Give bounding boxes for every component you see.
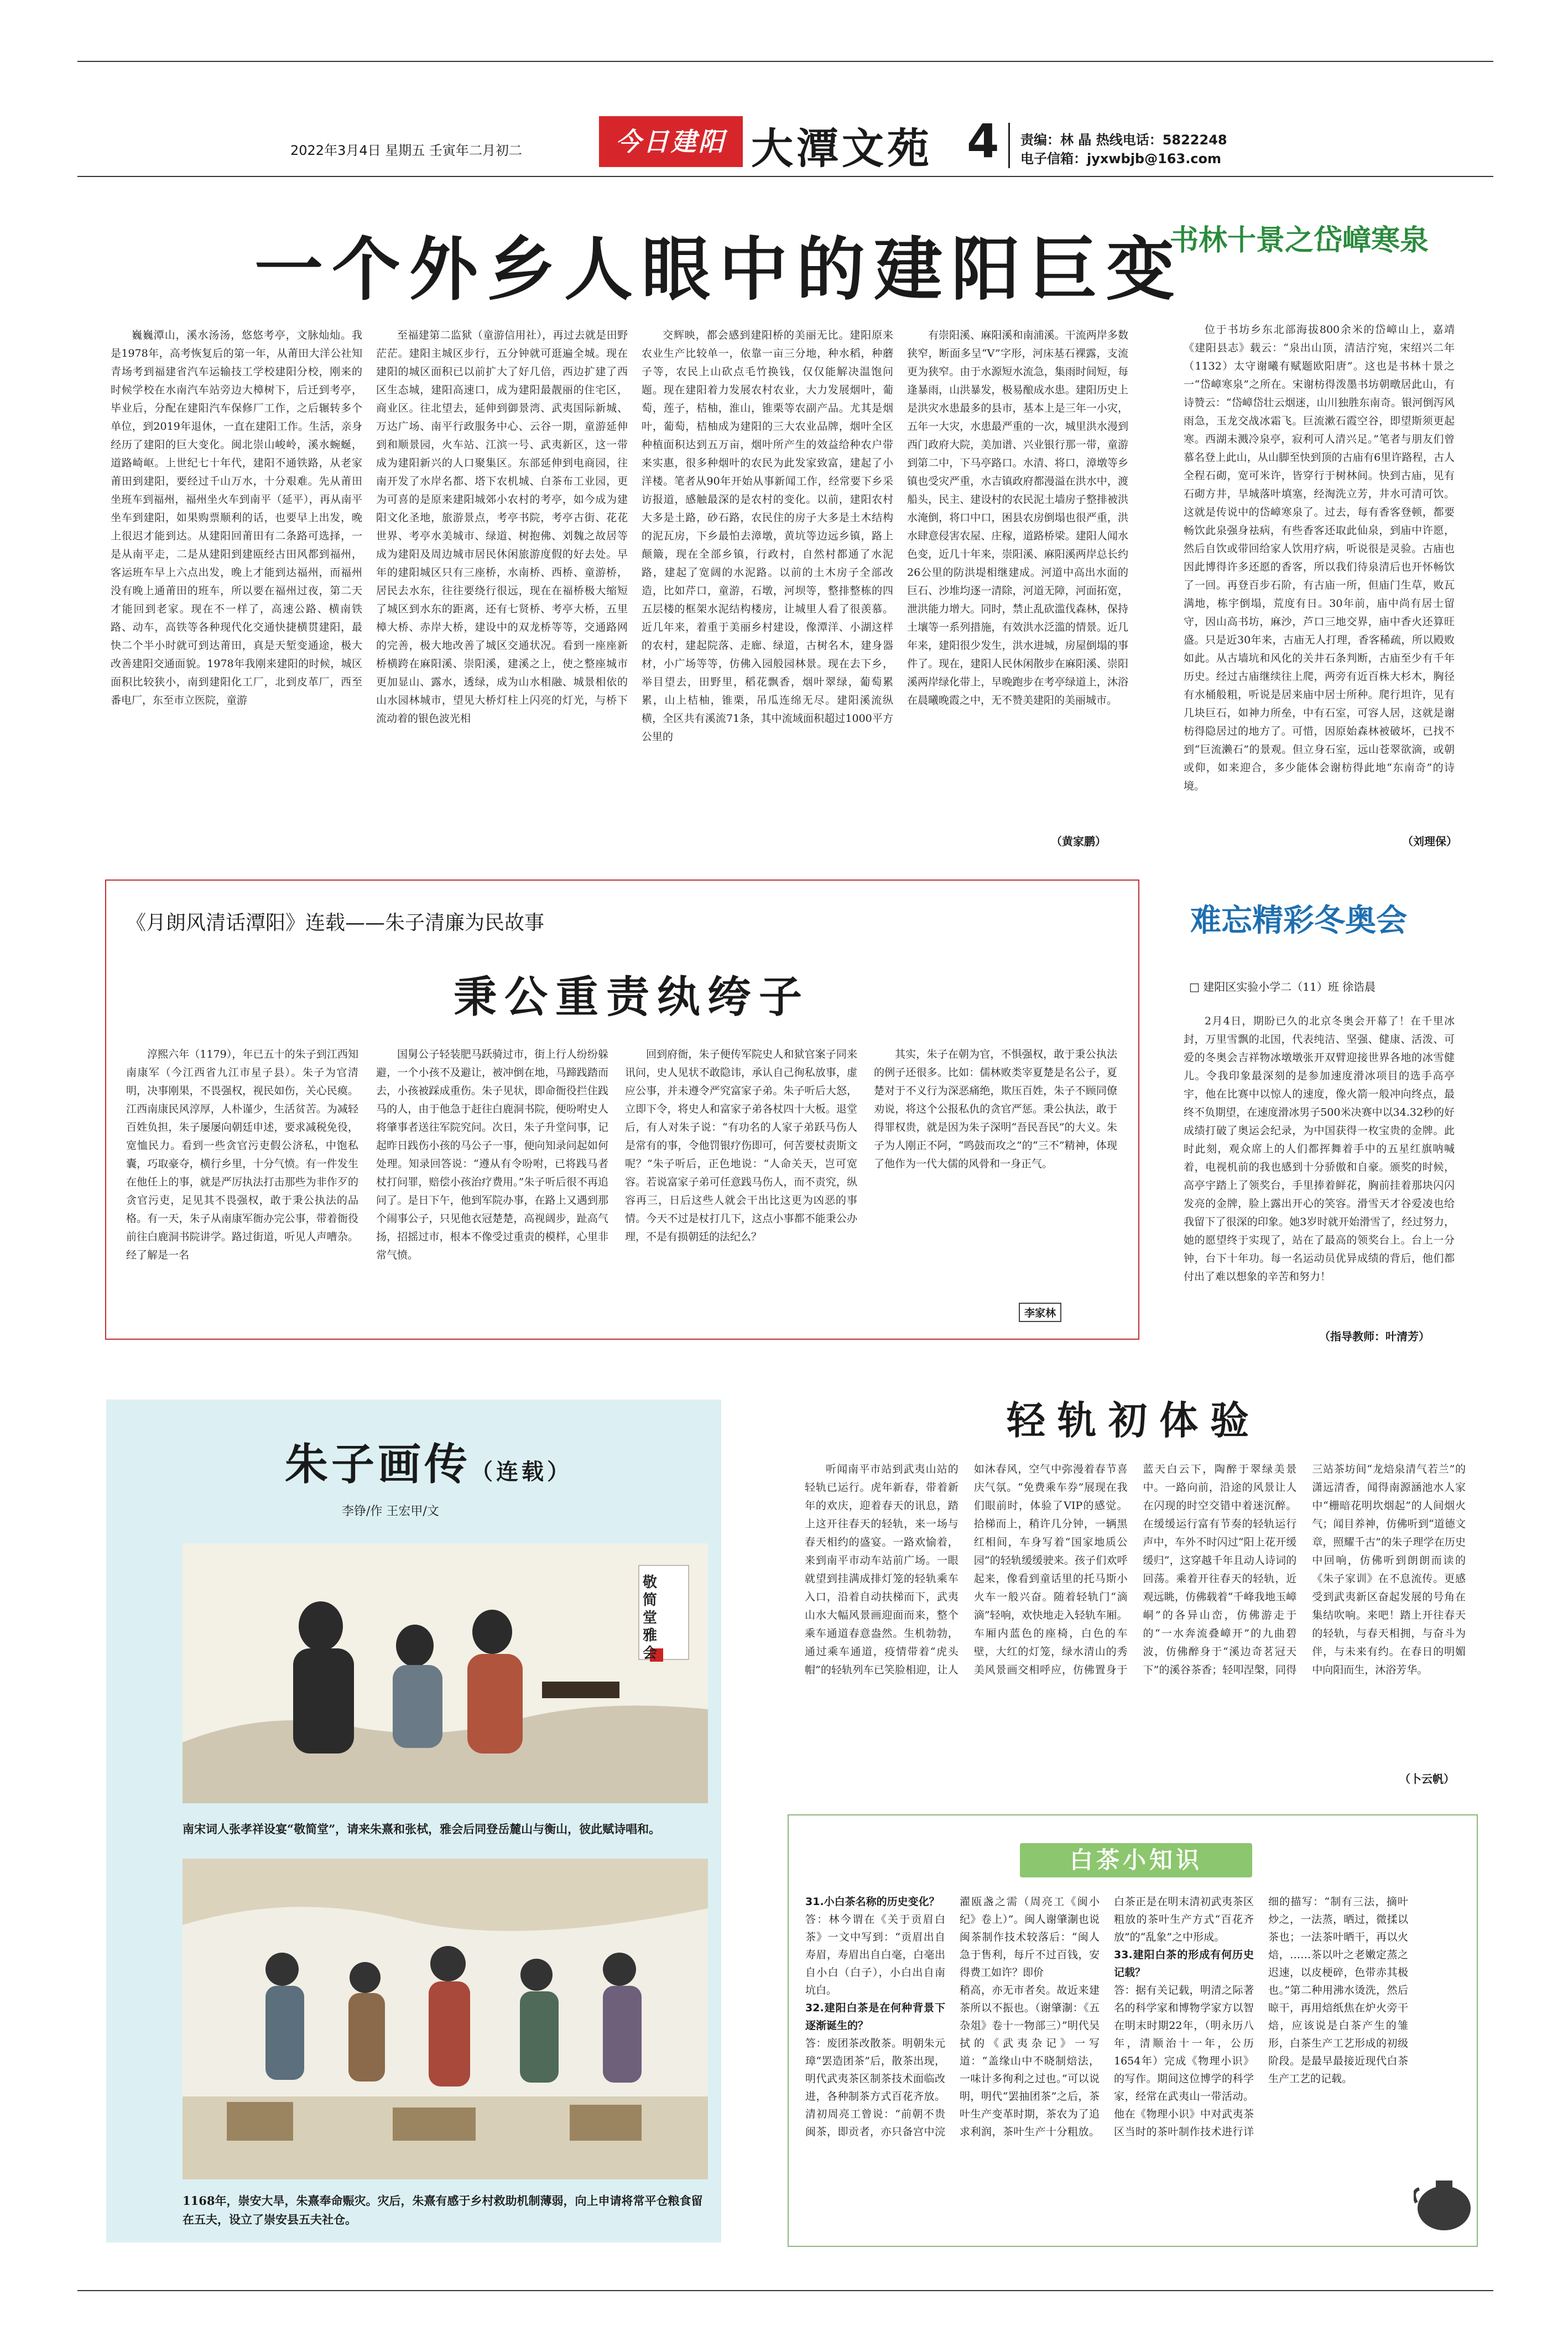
tea-question: 33.建阳白茶的形成有何历史记载？ [1114,1949,1254,1979]
painting-1-art [183,1543,708,1803]
article2-col4: 其实，朱子在朝为官，不惧强权，敢于秉公执法的例子还很多。比如：儒林败类宰夏楚是名公子，夏楚对于不义行为深恶痛绝，欺压百姓，朱子不顾同僚劝说，将这个公报私仇的贪官严惩。秉公执法，敢于得罪权贵，就是因为朱子深明“吾民吾民”的大义。朱子为人刚正不阿，“鸣鼓而攻之”的“三不”精神，体现了他作为一代大儒的风骨和一身正气。 [874,1048,1117,1170]
article3-body: 听闻南平市站到武夷山站的轻轨已运行。虎年新春，带着新年的欢庆，迎着春天的讯息，踏上这开往春天的轻轨，来一场与春天相约的盛宴。一路欢愉着，来到南平市动车站前广场。一眼就望到挂满成排灯笼的轻轨乘车入口，沿着自动扶梯而下，武夷山水大幅风景画迎面而来，整个乘车通道春意盎然。生机勃勃，通过乘车通道，疫情带着“虎头帽”的轻轨列车已笑脸相迎，让人如沐春风，空气中弥漫着春节喜庆气氛。“免费乘车券”展现在我们眼前时，体验了VIP的感觉。拾梯而上，稍许几分钟，一辆黑红相间，车身写着“国家地质公园”的轻轨缓缓驶来。孩子们欢呼起来，像看到童话里的托马斯小火车一般兴奋。随着轻轨门“滴滴”轻响，欢快地走入轻轨车厢。车厢内蓝色的座椅，白色的车壁，大红的灯笼，绿水清山的秀美风景画交相呼应，仿佛置身于蓝天白云下，陶醉于翠绿美景中。一路向前，沿途的风景让人在闪现的时空交错中着迷沉醉。在缓缓运行富有节奏的轻轨运行声中，车外不时闪过“阳上花开缓缓归”，这穿越千年且动人诗词的回荡。乘着开往春天的轻轨，近观远眺，仿佛载着“千峰我地玉嶂峒”的各异山峦，仿佛游走于的“一水奔流叠嶂开”的九曲碧波，仿佛醉身于“溪边奇茗冠天下”的溪谷茶香；轻叩涅槃，同得三站茶坊间“龙焙泉清气若兰”的潇远清香，闻得南源涵池水人家中“栅暗花明坎烟起”的人间烟火气；闻目养神，仿佛听到“道德文章，照耀千古”的朱子理学在历史中回响，仿佛听到朗朗而读的《朱子家训》在不息流传。更感受到武夷新区奋起发展的号角在集结吹响。来吧！踏上开往春天的轻轨，与春天相拥，与奋斗为伴，与未来有约。在春日的明媚中向阳而生，沐浴芳华。 [805,1463,1466,1676]
article1-col2: 至福建第二监狱（童游信用社），再过去就是田野茫茫。建阳主城区步行，五分钟就可逛遍全城。现在建阳的城区面积已以前扩大了好几倍，西边扩建了西区生态城，建阳高速口，成为建阳最靓丽的住宅区，商业区。往北望去，延伸到御景湾、武夷国际新城、万达广场、南平行政服务中心、云谷一期，童游延伸到和顺景园，火车站、江滨一号、武夷新区，这一带成为建阳新兴的人口聚集区。东部延伸到电商园，往南开发了水岸名都、塔下农机城、白茶布工业园，更为可喜的是原来建阳城郊小农村的考亭，如今成为建阳文化圣地，旅游景点，考亭书院，考亭古街、花花世界、考亭水美城市、绿道、树抱佛、刘魏之故居等成为建阳及周边城市居民休闲旅游度假的好去处。早年的建阳城区只有三座桥，水南桥、西桥、童游桥，居民去水东，往往要绕行很远，现在在福桥极大缩短了城区到水东的距离，还有七贤桥、考亭大桥，五里樟大桥、赤岸大桥，建设中的双龙桥等等，交通路网的完善，极大地改善了城区交通状况。看到一座座新桥横跨在麻阳溪、崇阳溪，建溪之上，使之整座城市更加显山、露水，透绿，成为山水相融、城景相依的山水园林城市，望见大桥灯柱上闪亮的灯光，与桥下流动着的银色波光相 [376,329,628,725]
teapot-icon [1414,2114,1475,2241]
article3-title: 轻轨初体验 [1007,1398,1261,1443]
sidebar2-body: 2月4日，期盼已久的北京冬奥会开幕了！在千里冰封，万里雪飘的北国，代表纯洁、坚强、健康、活泼、可爱的冬奥会吉祥物冰墩墩张开双臂迎接世界各地的冰雪健儿。令我印象最深刻的是参加速度滑冰项目的选手高亭宇，他在比赛中以惊人的速度，像火箭一般冲向终点，最终不负期望，在速度滑冰男子500米决赛中以34.32秒的好成绩打破了奥运会纪录，为中国获得一枚宝贵的金牌。此时此刻，观众席上的人们都挥舞着手中的五星红旗呐喊着，电视机前的我也感到十分骄傲和自豪。颁奖的时候，高亭宇踏上了领奖台，手里捧着鲜花，胸前挂着那块闪闪发亮的金牌，脸上露出开心的笑容。滑雪天才谷爱凌也给我留下了很深的印象。她3岁时就开始滑雪了，经过努力，她的愿望终于实现了，站在了最高的领奖台上。台上一分钟，台下十年功。每一名运动员优异成绩的背后，他们都付出了难以想象的辛苦和努力！ [1184,1015,1455,1283]
article1-author: （黄家鹏） [1051,835,1106,848]
comic-title [285,1430,572,1492]
comic-byline: 李铮/作 王宏甲/文 [342,1505,439,1518]
article1-col3: 交辉映，都会感到建阳桥的美丽无比。建阳原来农业生产比较单一，依靠一亩三分地，种水稻，种蘑子等，农民上山砍点毛竹换钱，仅仅能解决温饱问题。现在建阳着力发展农村农业，大力发展烟叶，葡萄，莲子，桔柚，淮山，锥栗等农副产品。尤其是烟叶，葡萄，桔柚成为建阳的三大农业品牌，烟叶全区种植面积达到五万亩，烟叶所产生的效益给种农户带来实惠，很多种烟叶的农民为此发家致富，建起了小洋楼。笔者从90年开始从事新闻工作，经常要下乡采访报道，感触最深的是农村的变化。以前，建阳农村大多是土路，砂石路，农民住的房子大多是土木结构的泥瓦房，下乡最怕去漳墩，黄坑等边远乡镇，路上颠簸，现在全部乡镇，行政村，自然村都通了水泥路，建起了宽阔的水泥路。以前的土木房子全部改造，比如芹口，童游，石墩，河坝等，整排整栋的四五层楼的框架水泥结构楼房，让城里人看了很羡慕。近几年来，着重于美丽乡村建设，像潭洋、小湖这样的农村，建起院落、走廊、绿道，古树名木，建身器材，小广场等等，仿佛入园般园林景。现在去下乡，举目望去，田野里，稻花飘香，烟叶翠绿，葡萄累累，山上桔柚，锥栗，吊瓜连绵无尽。建阳溪流纵横，全区共有溪流71条，其中流域面积超过1000平方公里的 [642,329,893,743]
comic-caption-1: 南宋词人张孝祥设宴“敬简堂”，请来朱熹和张栻，雅会后同登岳麓山与衡山，彼此赋诗唱和。 [183,1822,661,1836]
issue-date: 2022年3月4日 星期五 壬寅年二月初二 [290,143,522,158]
page-name: 大潭文苑 [751,124,933,173]
sidebar2-byline: □ 建阳区实验小学二（11）班 徐诰晨 [1189,980,1376,993]
tea-title-badge [1020,1843,1252,1877]
top-rule [77,61,1493,62]
painting-2-art [183,1859,708,2179]
sidebar2-teacher: （指导教师：叶清芳） [1319,1330,1430,1343]
comic-title-main: 朱子画传 [285,1440,471,1490]
tea-question: 31.小白茶名称的历史变化？ [805,1896,940,1908]
article1-col1: 巍巍潭山，溪水汤汤，悠悠考亭，文脉灿灿。我是1978年，高考恢复后的第一年，从莆田大洋公社知青场考到福建省汽车运输技工学校建阳分校，刚来的时候学校在水南汽车站旁边大樟树下，后迁到考亭，毕业后，分配在建阳汽车保修厂工作，之后辗转多个单位，到2019年退休，一直在建阳工作。生活，亲身经历了建阳的巨大变化。闽北崇山峻岭，溪水蜿蜒，道路崎岖。上世纪七十年代，建阳不通铁路，从老家莆田到建阳，要经过千山万水，十分艰难。先从莆田坐班车到福州，福州坐火车到南平（延平），再从南平坐车到建阳，如果购票顺利的话，也要早上出发，晚上很迟才能到达。从建阳回莆田有二条路可选择，一是从南平走，二是从建阳到建瓯经古田风都到福州，客运班车早上六点出发，晚上才能到达福州，而福州没有晚上通莆田的班车，所以要在福州过夜，第二天才能回到老家。现在不一样了，高速公路、横南铁路、动车，高铁等各种现代化交通快捷横贯建阳，最快二个半小时就可到达莆田，真是天堑变通途，极大改善建阳交通面貌。1978年我刚来建阳的时候，城区面积比较狭小，南到建阳化工厂，北到皮革厂，西至番电厂，东至市立医院，童游 [111,329,362,706]
article2-col2: 国舅公子轻装肥马跃骑过市，街上行人纷纷躲避，一个小孩不及避让，被冲倒在地，马蹄践踏而去，小孩被踩成重伤。朱子见状，即命衙役拦住践马的人，由于他急于赶往白鹿洞书院，便吩咐史人将肇事者送往军院究问。次日，朱子升堂问事，记起昨日践伤小孩的马公子一事，便向知录问起如何处理。知录回答说：“遵从有令吩咐，已将践马者杖打问罪，赔偿小孩治疗费用。”朱子听后很不再追问了。是日下午，他到军院办事，在路上又遇到那个闹事公子，只见他衣冠楚楚，高视阔步，趾高气扬，招摇过市，根本不像受过重责的模样，心里非常气愤。 [376,1048,608,1261]
article2-col3: 回到府衙，朱子便传军院史人和狱官案子同来讯问，史人见状不敢隐讳，承认自己徇私放事，虚应公事，并未遵令严究富家子弟。朱子听后大怒，立即下令，将史人和富家子弟各杖四十大板。退堂后，有人对朱子说：“有功名的人家子弟跃马伤人是常有的事，令他罚银疗伤即可，何苦要杖责斯文呢？”朱子听后，正色地说：“人命关天，岂可宽容。若说富家子弟可任意践马伤人，而不责究，纵容再三，日后这些人就会干出比这更为凶恶的事情。今天不过是杖打几下，这点小事都不能秉公办理，不是有损朝廷的法纪么？ [625,1048,857,1243]
article1-col4: 有崇阳溪、麻阳溪和南浦溪。干流两岸多数狭窄，断面多呈“V”字形，河床基石裸露，支流更为狭窄。由于水源短水流急，集雨时间短，每逢暴雨，山洪暴发，极易酿成水患。建阳历史上是洪灾水患最多的县市，基本上是三年一小灾，五年一大灾，水患最严重的一次，城里洪水漫到西门政府大院，美加谱、兴业银行那一带，童游到第二中，下马亭路口。水清、将口，漳墩等乡镇也受灾严重，水吉镇政府都漫溢在洪水中，渡船头，民主、建设村的农民泥土墙房子整排被洪水淹倒，将口中口，困县农房倒塌也很严重，洪水肆意侵害农屋、庄稼，道路桥梁。建阳人闻水色变，近几十年来，崇阳溪、麻阳溪两岸总长约26公里的防洪堤相继建成。河道中高出水面的巨石、沙堆均逐一清除，河道无障，河面拓宽，泄洪能力增大。同时，禁止乱砍滥伐森林，保持土壤等一系列措施，有效洪水泛滥的情景。近几年来，建阳很少发生，洪水进城，房屋倒塌的事件了。现在，建阳人民休闲散步在麻阳溪、崇阳溪两岸绿化带上，早晚跑步在考亭绿道上，沐浴在晨曦晚霞之中，无不赞美建阳的美丽城市。 [907,329,1128,706]
tea-question: 32.建阳白茶是在何种背景下逐渐诞生的？ [805,2002,945,2032]
comic-title-suffix: （连载） [471,1459,573,1485]
sidebar1-body: 位于书坊乡东北部海拔800余米的岱嶂山上，嘉靖《建阳县志》载云：“泉出山顶，清洁泞宛，宋绍兴二年（1132）太守谢曦有赋题欧阳唐”。这也是书林十景之一“岱嶂寒泉”之所在。宋谢枋得泼墨书坊朝暾居此山，有诗赞云：“岱嶂岱壮云烟迷，山川独胜东南奇。银河倒泻风雨急，玉龙交战冰霜飞。巨流漱石霞空谷，即望斯须更起寒。西湖未溅冷泉亭，寂利可人清兴足。”笔者与朋友们曾慕名登上此山，从山脚至快到顶的古庙有6里许路程，古人全程石砌，宽可米许，皆穿行于树林间。快到古庙，见有石砌方井，旱城落叶填塞，经淘洗立芳，井水可清可饮。这就是传说中的岱嶂寒泉了。过去，每有香客登顿，都要畅饮此泉强身祛病，有些香客还取此仙泉，到庙中许愿，然后自饮或带回给家人饮用疗病，听说很是灵验。古庙也因此博得许多还愿的香客，所以我们待泉清后也开怀畅饮了一回。再登百步石阶，有古庙一所，但庙门生草，败瓦满地，栋宇倒塌，荒度有日。30年前，庙中尚有居士留守，因山高书坊，麻沙，芦口三地交界，庙中香火还算旺盛。只是近30年来，古庙无人打理，香客稀疏，所以殿败如此。从古墙坑和风化的关井石条判断，古庙至少有千年历史。经过古庙继续往上爬，两旁有近百株大杉木，胸径有水桶般粗，听说是居来庙中居士所种。爬行坦许，见有几块巨石，如神力所垒，中有石室，可容人居，这就是谢枋得隐居过的地方了。可惜，因原始森林被破坏，已找不到“巨流濑石”的景观。但立身石室，远山苍翠欲滴，或朝或仰，如来迎合，多少能体会谢枋得此地“东南奇”的诗境。 [1184,324,1455,792]
article2-title: 秉公重责纨绔子 [454,972,810,1022]
comic-painting-2 [183,1859,708,2179]
masthead-rule [77,176,1493,177]
email-line: 电子信箱：jyxwbjb@163.com [1020,151,1222,166]
tea-answer: 稍高，亦无市者矣。故近来建茶所以不振也。（谢肇淛：《五杂俎》卷十一物部三）”明代吴拭的《武夷杂记》一写道：“盖缘山中不晓制焙法，一味计多徇利之过也。”可以说明，明代“罢抽团茶”之后，茶叶生产变革时期，茶农为了追求利润，茶叶生产十分粗放。白茶正是在明末清初武夷茶区粗放的茶叶生产方式“百花齐放”的“乱象”之中形成。 [960,1896,1254,2138]
tea-title: 白茶小知识 [1069,1846,1202,1874]
painting-inscription: 敬简堂雅会 [643,1574,658,1662]
article2-col1: 淳熙六年（1179），年已五十的朱子到江西知南康军（今江西省九江市星子县）。朱子为官清明，决事刚果，不畏强权，视民如伤，关心民瘼。江西南康民风淳厚，人朴谨少，生活贫苦。为减轻百姓负担，朱子屡屡向朝廷申述，要求减税免役，宽恤民力。看到一些贪官污吏假公济私，中饱私囊，巧取豪夺，横行乡里，十分气愤。有一件发生在他任上的事，就是严厉执法打击那些为非作歹的贪官污吏，足见其不畏强权，敢于秉公执法的品格。有一天，朱子从南康军衙办完公事，带着衙役前往白鹿洞书院讲学。路过街道，听见人声嘈杂。经了解是一名 [126,1048,358,1261]
sidebar1-author: （刘理保） [1402,835,1457,848]
tea-item [805,1893,945,1999]
tea-body [805,1893,1408,2230]
bottom-rule [77,2290,1493,2291]
article3-author: （卜云帆） [1399,1772,1455,1786]
article2-series: 《月朗风清话潭阳》连载——朱子清廉为民故事 [126,912,545,934]
tea-answer: 答：林今谓在《关于贡眉白茶》一文中写到：“贡眉出自寿眉，寿眉出自白毫，白毫出自小白（白子），小白出自南坑白。 [805,1913,945,1996]
masthead-divider [1008,123,1010,168]
comic-painting-1 [183,1543,708,1803]
sidebar2-title: 难忘精彩冬奥会 [1190,903,1407,939]
editor-info [1020,131,1227,168]
sidebar1-title: 书林十景之岱嶂寒泉 [1170,224,1429,257]
page-number: 4 [967,114,999,168]
article1-title: 一个外乡人眼中的建阳巨变 [254,230,1184,310]
comic-caption-2: 1168年，崇安大旱，朱熹奉命赈灾。灾后，朱熹有感于乡村救助机制薄弱，向上申请将常平仓粮食留在五夫，设立了崇安县五夫社仓。 [183,2194,703,2226]
tea-answer: 答：废团茶改散茶。明朝朱元璋“罢造团茶”后，散茶出现，明代武夷茶区制茶技术面临改进，各种制茶方式百花齐放。清初周亮工曾说：“前朝不贵闽茶，即贡者，亦只备宫中浣濯瓯盏之需（周亮工《闽小纪》卷上）”。闽人谢肇淛也说闽茶制作技术较落后：“闽人急于售利，每斤不过百钱，安得费工如许？即价 [805,1896,1100,2138]
paper-logo: 今日建阳 [599,116,743,167]
tea-box [788,1814,1478,2247]
tea-answer: 答：据有关记载，明清之际著名的科学家和博物学家方以智在明末时期22年，（明永历八年，清顺治十一年，公历1654年）完成《物理小识》的写作。期间这位博学的科学家，经常在武夷山一带活动。他在《物理小识》中对武夷茶区当时的茶叶制作技术进行详细的描写：“制有三法，摘叶炒之，一法蒸，晒过，微揉以茶也；一法茶叶晒干，再以火焙，……茶以叶之老嫩定蒸之迟速，以皮梗碎，色带赤其极也。”第二种用沸水烫洗，然后晾干，再用焙纸焦在炉火旁干焙，应该说是白茶产生的雏形，白茶生产工艺形成的初级阶段。是最早最接近现代白茶生产工艺的记载。 [1114,1896,1408,2138]
editor-line: 责编：林 晶 热线电话：5822248 [1020,132,1227,148]
article2-author: 李家林 [1019,1303,1061,1322]
